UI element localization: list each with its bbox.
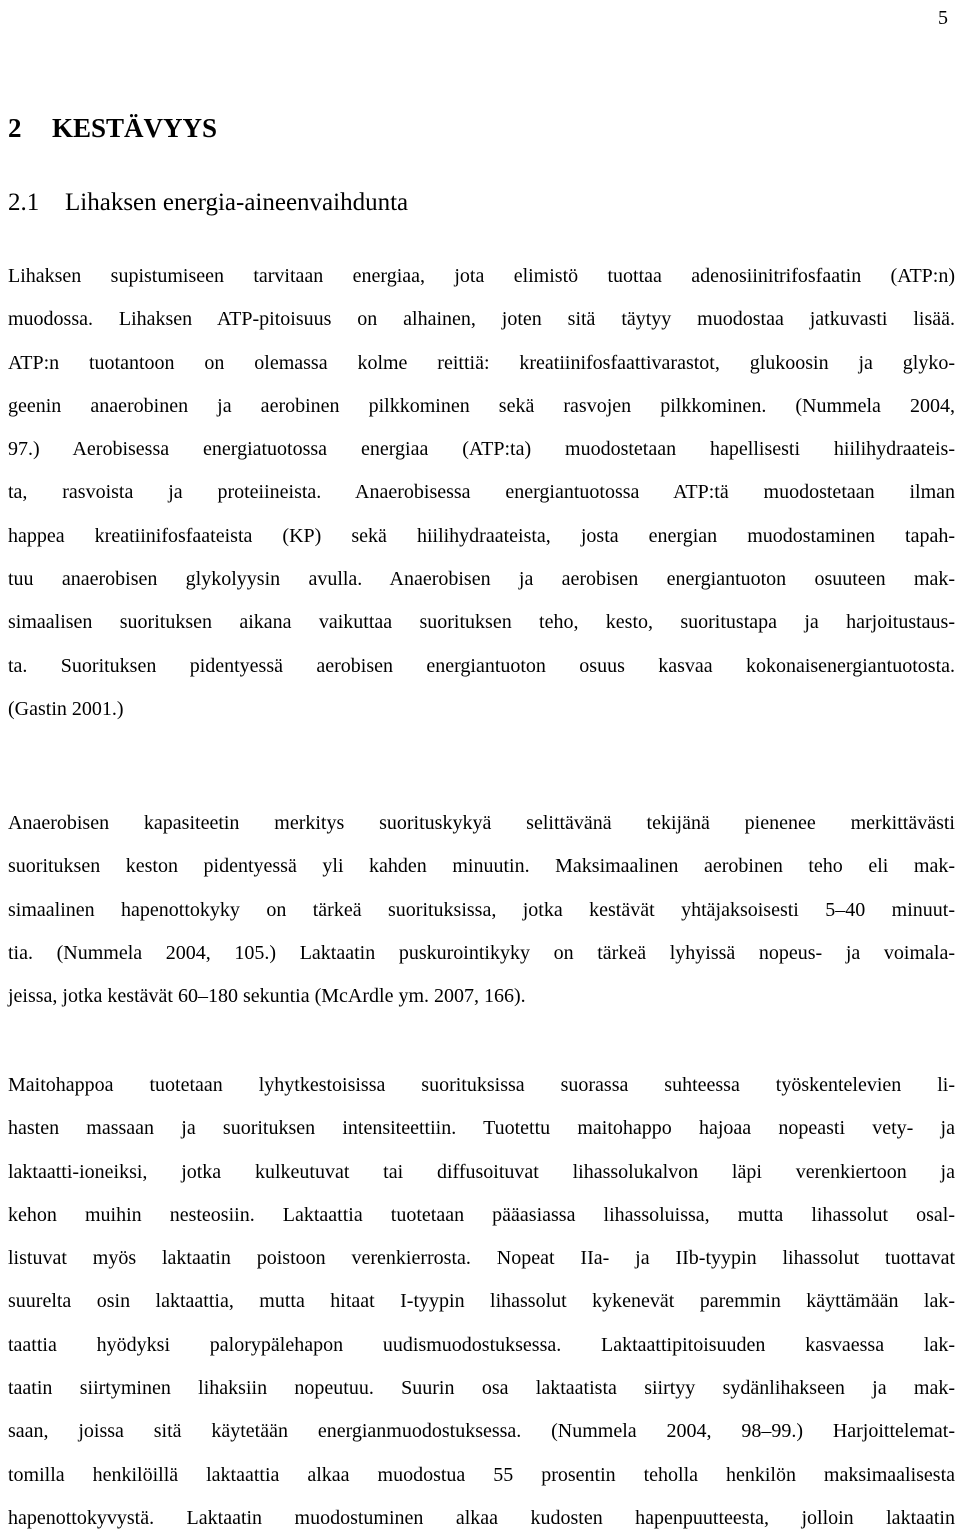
text-line: laktaatti-ioneiksi, jotka kulkeutuvat tai diffusoituvat lihassolukalvon läpi verenkiertoon ja [8,1160,955,1183]
text-line: suurelta osin laktaattia, mutta hitaat I-tyypin lihassolut kykenevät paremmin käyttämään lak- [8,1290,955,1313]
page-number: 5 [938,7,948,29]
text-line: ta, rasvoista ja proteiineista. Anaerobisessa energiantuotossa ATP:tä muodostetaan ilman [8,481,955,504]
paragraph-lactic-acid [8,1064,955,1540]
text-line: taatin siirtyminen lihaksiin nopeutuu. Suurin osa laktaatista siirtyy sydänlihakseen ja mak- [8,1377,955,1400]
chapter-title: KESTÄVYYS [52,113,218,143]
text-line: Anaerobisen kapasiteetin merkitys suorituskykyä selittävänä tekijänä pienenee merkittävästi [8,812,955,834]
text-line: Maitohappoa tuotetaan lyhytkestoisissa suorituksissa suorassa suhteessa työskentelevien li- [8,1074,955,1096]
section-number: 2.1 [8,189,40,216]
text-line: ATP:n tuotantoon on olemassa kolme reittiä: kreatiinifosfaattivarastot, glukoosin ja glyko- [8,351,955,374]
text-line: (Gastin 2001.) [8,697,124,720]
text-line: tia. (Nummela 2004, 105.) Laktaatin puskurointikyky on tärkeä lyhyissä nopeus- ja voimala- [8,941,955,964]
text-line: taattia hyödyksi palorypälehapon uudismuodostuksessa. Laktaattipitoisuuden kasvaessa lak- [8,1333,955,1356]
text-line: happea kreatiinifosfaateista (KP) sekä hiilihydraateista, josta energian muodostaminen tapah- [8,524,955,547]
text-line: jeissa, jotka kestävät 60–180 sekuntia (McArdle ym. 2007, 166). [8,985,526,1008]
text-line: simaalinen hapenottokyky on tärkeä suorituksissa, jotka kestävät yhtäjaksoisesti 5–40 minuut- [8,898,955,921]
text-line: suorituksen keston pidentyessä yli kahden minuutin. Maksimaalinen aerobinen teho eli mak- [8,855,955,878]
text-line: hapenottokyvystä. Laktaatin muodostuminen alkaa kudosten hapenpuutteesta, jolloin laktaatin [8,1506,955,1529]
chapter-heading [8,108,217,148]
paragraph-energy-pathways [8,255,955,731]
text-line: tuu anaerobisen glykolyysin avulla. Anaerobisen ja aerobisen energiantuoton osuuteen mak- [8,568,955,591]
text-line: saan, joissa sitä käytetään energianmuodostuksessa. (Nummela 2004, 98–99.) Harjoittelemat- [8,1420,955,1443]
text-line: kehon muihin nesteosiin. Laktaattia tuotetaan pääasiassa lihassoluissa, mutta lihassolut osal- [8,1203,955,1226]
text-line: simaalisen suorituksen aikana vaikuttaa suorituksen teho, kesto, suoritustapa ja harjoitustaus- [8,611,955,634]
paragraph-anaerobic-capacity [8,802,955,1018]
section-title: Lihaksen energia-aineenvaihdunta [65,189,409,216]
text-line: Lihaksen supistumiseen tarvitaan energiaa, jota elimistö tuottaa adenosiinitrifosfaatin (ATP:n) [8,265,955,287]
section-heading [8,183,408,223]
text-line: ta. Suorituksen pidentyessä aerobisen energiantuoton osuus kasvaa kokonaisenergiantuotosta. [8,654,955,677]
text-line: muodossa. Lihaksen ATP-pitoisuus on alhainen, joten sitä täytyy muodostaa jatkuvasti lisää. [8,308,955,331]
text-line: listuvat myös laktaatin poistoon verenkierrosta. Nopeat IIa- ja IIb-tyypin lihassolut tuottavat [8,1247,955,1270]
text-line: 97.) Aerobisessa energiatuotossa energiaa (ATP:ta) muodostetaan hapellisesti hiilihydraateis- [8,438,955,461]
text-line: hasten massaan ja suorituksen intensiteettiin. Tuotettu maitohappo hajoaa nopeasti vety- ja [8,1117,955,1140]
text-line: tomilla henkilöillä laktaattia alkaa muodostua 55 prosentin teholla henkilön maksimaalisesta [8,1463,955,1486]
chapter-number: 2 [8,113,22,143]
text-line: geenin anaerobinen ja aerobinen pilkkominen sekä rasvojen pilkkominen. (Nummela 2004, [8,394,955,417]
